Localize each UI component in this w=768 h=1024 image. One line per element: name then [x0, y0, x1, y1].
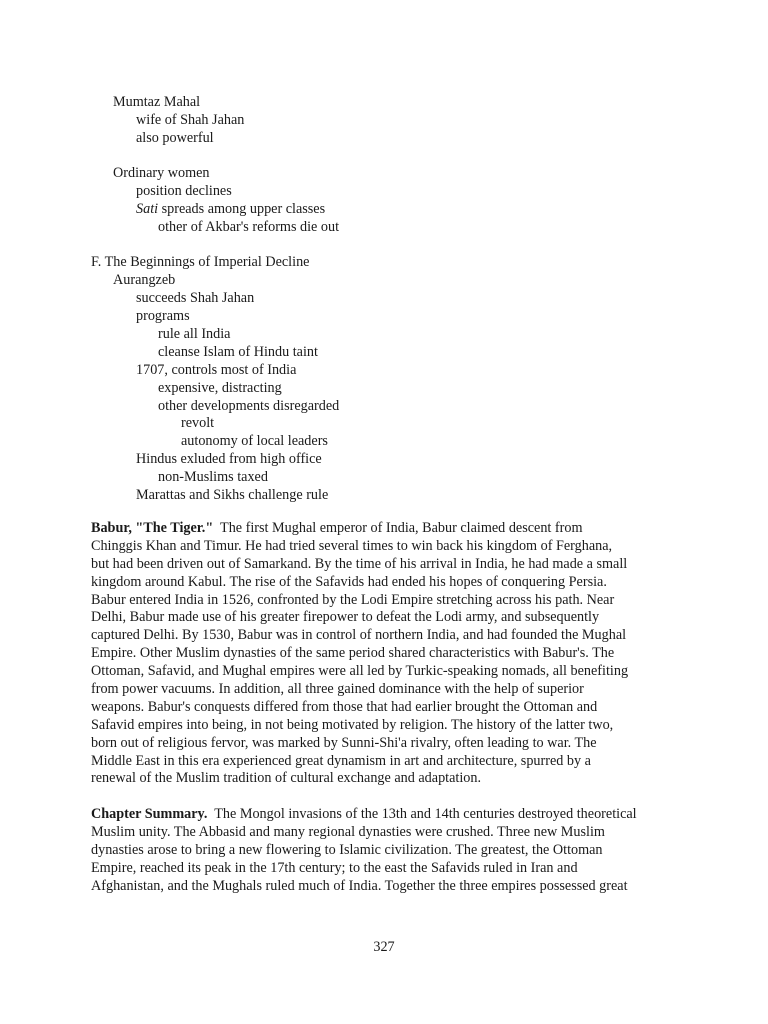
outline-line: other of Akbar's reforms die out	[158, 219, 340, 235]
outline-line: expensive, distracting	[158, 380, 282, 396]
paragraph-line: dynasties arose to bring a new flowering to Islamic civilization. The greatest, the Ottoman	[91, 841, 603, 858]
outline-line: Hindus exluded from high office	[136, 451, 322, 467]
paragraph-line: Babur entered India in 1526, confronted by the Lodi Empire stretching across his path. Near	[91, 591, 615, 608]
paragraph-line: Delhi, Babur made use of his greater firepower to defeat the Lodi army, and subsequently	[91, 609, 600, 626]
outline-line-text: spreads among upper classes	[158, 201, 326, 217]
paragraph-line: Middle East in this era experienced great dynamism in art and architecture, spurred by a	[91, 752, 591, 769]
paragraph-line: Chinggis Khan and Timur. He had tried several times to win back his kingdom of Ferghana,	[91, 537, 613, 554]
italic-term: Sati	[136, 201, 159, 217]
outline-line: wife of Shah Jahan	[136, 112, 245, 128]
babur-paragraph	[91, 520, 671, 788]
outline-line: Ordinary women	[113, 165, 210, 181]
outline-line: also powerful	[136, 130, 214, 146]
outline-line: programs	[136, 308, 190, 324]
paragraph-line	[91, 520, 671, 538]
outline-line: Aurangzeb	[113, 272, 176, 288]
paragraph-line: Empire, reached its peak in the 17th century; to the east the Safavids ruled in Iran and	[91, 859, 578, 876]
outline-line: other developments disregarded	[158, 398, 340, 414]
outline-line: Marattas and Sikhs challenge rule	[136, 487, 329, 503]
paragraph-line: Muslim unity. The Abbasid and many regional dynasties were crushed. Three new Muslim	[91, 823, 605, 840]
outline-line: autonomy of local leaders	[181, 433, 328, 449]
paragraph-line: Ottoman, Safavid, and Mughal empires were all led by Turkic-speaking nomads, all benefiting	[91, 663, 629, 680]
paragraph-line: captured Delhi. By 1530, Babur was in control of northern India, and had founded the Mughal	[91, 627, 627, 644]
outline-line: succeeds Shah Jahan	[136, 290, 255, 306]
outline-line: cleanse Islam of Hindu taint	[158, 344, 318, 360]
section-heading: F. The Beginnings of Imperial Decline	[91, 254, 310, 270]
paragraph-line: Safavid empires into being, in not being motivated by religion. The history of the latter two,	[91, 716, 614, 733]
outline-line: rule all India	[158, 326, 231, 342]
paragraph-heading: Chapter Summary.	[91, 806, 208, 822]
paragraph-heading: Babur, "The Tiger."	[91, 520, 214, 536]
page-number: 327	[373, 939, 395, 955]
outline-line: revolt	[181, 415, 215, 431]
paragraph-text: The first Mughal emperor of India, Babur claimed descent from	[213, 520, 583, 536]
paragraph-line: Empire. Other Muslim dynasties of the same period shared characteristics with Babur's. The	[91, 645, 615, 662]
paragraph-line	[91, 806, 671, 824]
outline-line: non-Muslims taxed	[158, 469, 268, 485]
paragraph-line: from power vacuums. In addition, all three gained dominance with the help of superior	[91, 681, 584, 698]
paragraph-line: kingdom around Kabul. The rise of the Safavids had ended his hopes of conquering Persia.	[91, 573, 607, 590]
paragraph-line: but had been driven out of Samarkand. By the time of his arrival in India, he had made a small	[91, 555, 628, 572]
outline-line: 1707, controls most of India	[136, 362, 297, 378]
paragraph-line: weapons. Babur's conquests differed from those that had earlier brought the Ottoman and	[91, 698, 598, 715]
paragraph-text: The Mongol invasions of the 13th and 14th centuries destroyed theoretical	[207, 806, 637, 822]
chapter-summary-paragraph	[91, 806, 671, 895]
outline-line: position declines	[136, 183, 232, 199]
paragraph-line: born out of religious fervor, was marked by Sunni-Shi'a rivalry, often leading to war. The	[91, 734, 597, 751]
paragraph-line: renewal of the Muslim tradition of cultural exchange and adaptation.	[91, 770, 482, 787]
outline-line: Mumtaz Mahal	[113, 94, 201, 110]
paragraph-line: Afghanistan, and the Mughals ruled much of India. Together the three empires possessed great	[91, 877, 628, 894]
outline-line	[136, 200, 325, 218]
